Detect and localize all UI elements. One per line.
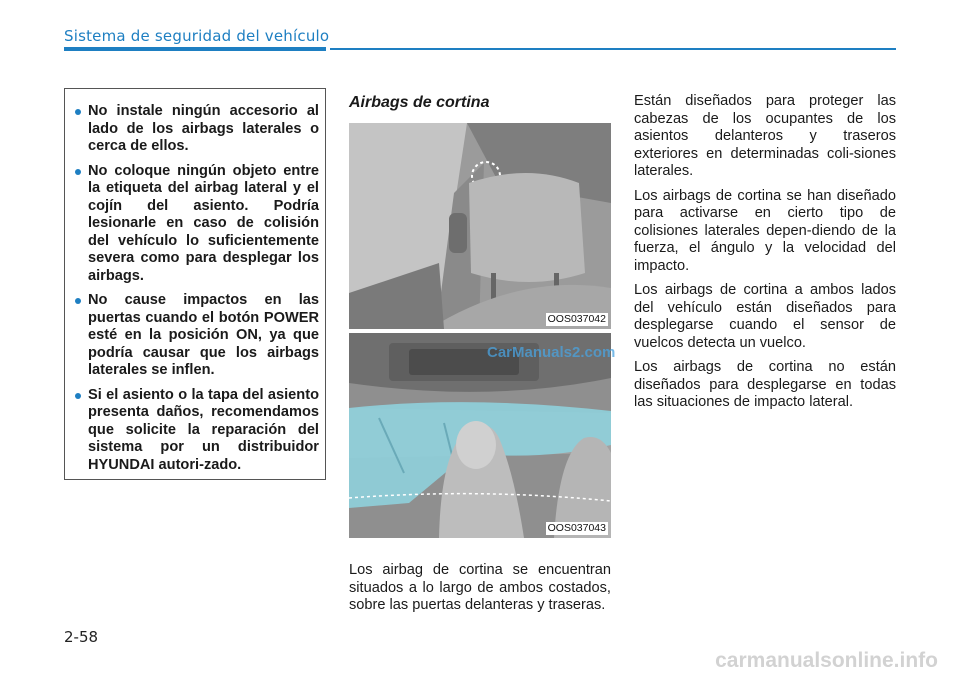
warning-text: No coloque ningún objeto entre la etiqueta del airbag lateral y el cojín del asiento. Podría lesionarle en caso de colisión del vehículo lo suficientemente severa como para desplegar los airbags. <box>88 162 319 284</box>
warning-list <box>75 103 319 474</box>
section-title: Sistema de seguridad del vehículo <box>64 27 330 45</box>
body-paragraph: Están diseñados para proteger las cabezas de los ocupantes de los asientos delanteros y traseros exteriores en determinadas coli-siones laterales. <box>634 93 896 179</box>
headrest-illustration <box>349 123 611 329</box>
warning-text: No instale ningún accesorio al lado de los airbags laterales o cerca de ellos. <box>88 103 319 154</box>
body-paragraph: Los airbags de cortina se han diseñado para activarse en cierto tipo de colisiones laterales depen-diendo de la fuerza, el ángulo y la velocidad del impacto. <box>634 187 896 274</box>
warning-item <box>75 387 319 475</box>
figure-label: OOS037043 <box>547 522 606 534</box>
body-paragraph: Los airbag de cortina se encuentran situados a lo largo de ambos costados, sobre las puertas delanteras y traseras. <box>349 562 611 613</box>
figure-curtain-airbag <box>349 333 611 538</box>
body-paragraph: Los airbags de cortina no están diseñados para desplegarse en todas las situaciones de impacto lateral. <box>634 359 896 410</box>
section-heading: Airbags de cortina <box>349 94 490 111</box>
image-watermark: CarManuals2.com <box>487 344 616 361</box>
bullet-icon <box>75 109 81 115</box>
bullet-icon <box>75 169 81 175</box>
bullet-icon <box>75 393 81 399</box>
site-watermark: carmanualsonline.info <box>715 649 938 672</box>
figure-label: OOS037042 <box>547 313 606 325</box>
warning-box <box>64 88 326 480</box>
header-bar-left <box>64 47 326 51</box>
header-bar-right <box>330 48 896 50</box>
warning-text: Si el asiento o la tapa del asiento presenta daños, recomendamos que solicite la reparación del sistema por un distribuidor HYUNDAI autori-zado. <box>88 386 319 473</box>
right-column <box>634 93 896 419</box>
figure-headrest-airbag <box>349 123 611 329</box>
warning-item <box>75 292 319 380</box>
curtain-airbag-illustration <box>349 333 611 538</box>
body-paragraph: Los airbags de cortina a ambos lados del vehículo están diseñados para desplegarse cuando el sensor de vuelcos detecta un vuelco. <box>634 282 896 351</box>
warning-text: No cause impactos en las puertas cuando el botón POWER esté en la posición ON, ya que podría causar que los airbags laterales se inflen. <box>88 292 319 378</box>
page-number: 2-58 <box>64 628 99 646</box>
warning-item <box>75 163 319 286</box>
warning-item <box>75 103 319 156</box>
bullet-icon <box>75 298 81 304</box>
